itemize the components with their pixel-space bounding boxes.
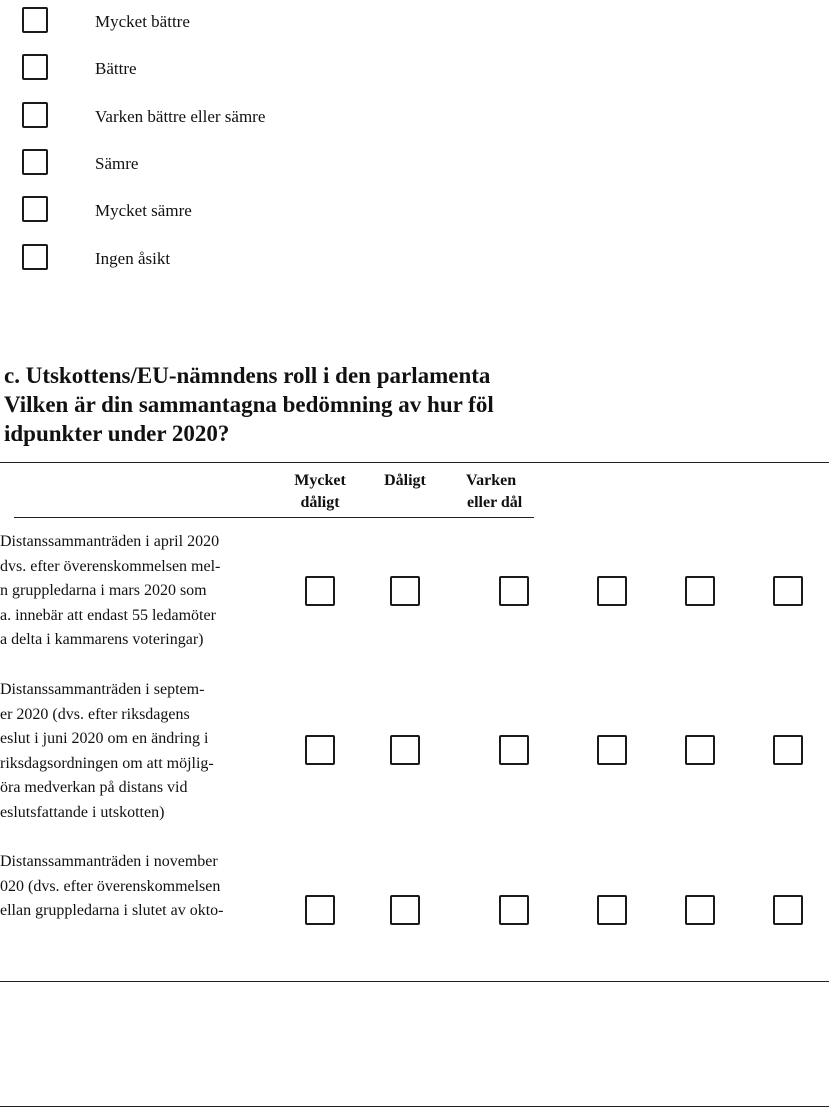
rating-checkbox[interactable] xyxy=(773,895,803,925)
rating-checkbox[interactable] xyxy=(499,895,529,925)
option-label: Mycket bättre xyxy=(95,12,190,31)
row-line: Distanssammanträden i septem- xyxy=(0,681,205,698)
row-line: eslutsfattande i utskotten) xyxy=(0,803,165,821)
rating-checkbox[interactable] xyxy=(773,735,803,765)
row-line: a. innebär att endast 55 ledamöter xyxy=(0,606,216,624)
col-header-daligt xyxy=(370,470,440,492)
rating-checkbox[interactable] xyxy=(597,735,627,765)
row-line: Distanssammanträden i april 2020 xyxy=(0,533,220,550)
option-label: Mycket sämre xyxy=(95,201,192,220)
option-checkbox[interactable] xyxy=(22,7,48,33)
row-line: a delta i kammarens voteringar) xyxy=(0,631,204,648)
rating-checkbox[interactable] xyxy=(499,735,529,765)
col-header-line: dåligt xyxy=(300,494,340,511)
rating-checkbox[interactable] xyxy=(597,895,627,925)
rating-checkbox[interactable] xyxy=(685,576,715,606)
rating-checkbox[interactable] xyxy=(773,576,803,606)
option-label: Bättre xyxy=(95,59,137,78)
col-header-mycket-daligt xyxy=(282,470,358,514)
row-line: 020 (dvs. efter överenskommelsen xyxy=(0,877,221,895)
table-row-label xyxy=(0,850,286,930)
table-row-label xyxy=(0,530,286,653)
header-rule xyxy=(14,517,534,518)
row-line: riksdagsordningen om att möjlig- xyxy=(0,754,214,772)
option-checkbox[interactable] xyxy=(22,102,48,128)
rating-checkbox[interactable] xyxy=(390,576,420,606)
heading-line: c. Utskottens/EU-nämndens roll i den parlamenta xyxy=(4,363,491,388)
rating-checkbox[interactable] xyxy=(597,576,627,606)
table-bottom-rule xyxy=(0,981,829,982)
col-header-line: eller dål xyxy=(467,494,523,511)
table-top-rule xyxy=(0,462,829,463)
rating-checkbox[interactable] xyxy=(390,735,420,765)
row-line: er 2020 (dvs. efter riksdagens xyxy=(0,705,190,723)
option-checkbox[interactable] xyxy=(22,54,48,80)
table-row-label xyxy=(0,678,286,825)
col-header-line: Dåligt xyxy=(384,472,426,489)
col-header-varken xyxy=(458,470,534,514)
row-line: Distanssammanträden i november xyxy=(0,853,218,870)
rating-checkbox[interactable] xyxy=(305,576,335,606)
rating-checkbox[interactable] xyxy=(305,735,335,765)
rating-checkbox[interactable] xyxy=(499,576,529,606)
row-line: dvs. efter överenskommelsen mel- xyxy=(0,557,221,575)
heading-line: idpunkter under 2020? xyxy=(4,421,230,446)
row-line: öra medverkan på distans vid xyxy=(0,779,188,796)
rating-checkbox[interactable] xyxy=(685,735,715,765)
heading-line: Vilken är din sammantagna bedömning av hur föl xyxy=(4,392,494,417)
option-checkbox[interactable] xyxy=(22,244,48,270)
row-line: n gruppledarna i mars 2020 som xyxy=(0,582,207,599)
rating-checkbox[interactable] xyxy=(685,895,715,925)
option-checkbox[interactable] xyxy=(22,149,48,175)
row-line: ellan gruppledarna i slutet av okto- xyxy=(0,902,224,919)
page-bottom-rule xyxy=(0,1106,829,1107)
option-label: Sämre xyxy=(95,154,139,173)
option-checkbox[interactable] xyxy=(22,196,48,222)
col-header-line: Mycket xyxy=(294,472,346,489)
rating-checkbox[interactable] xyxy=(305,895,335,925)
col-header-line: Varken xyxy=(466,472,517,489)
option-label: Varken bättre eller sämre xyxy=(95,107,266,126)
option-label: Ingen åsikt xyxy=(95,249,171,268)
row-line: eslut i juni 2020 om en ändring i xyxy=(0,730,209,747)
rating-checkbox[interactable] xyxy=(390,895,420,925)
